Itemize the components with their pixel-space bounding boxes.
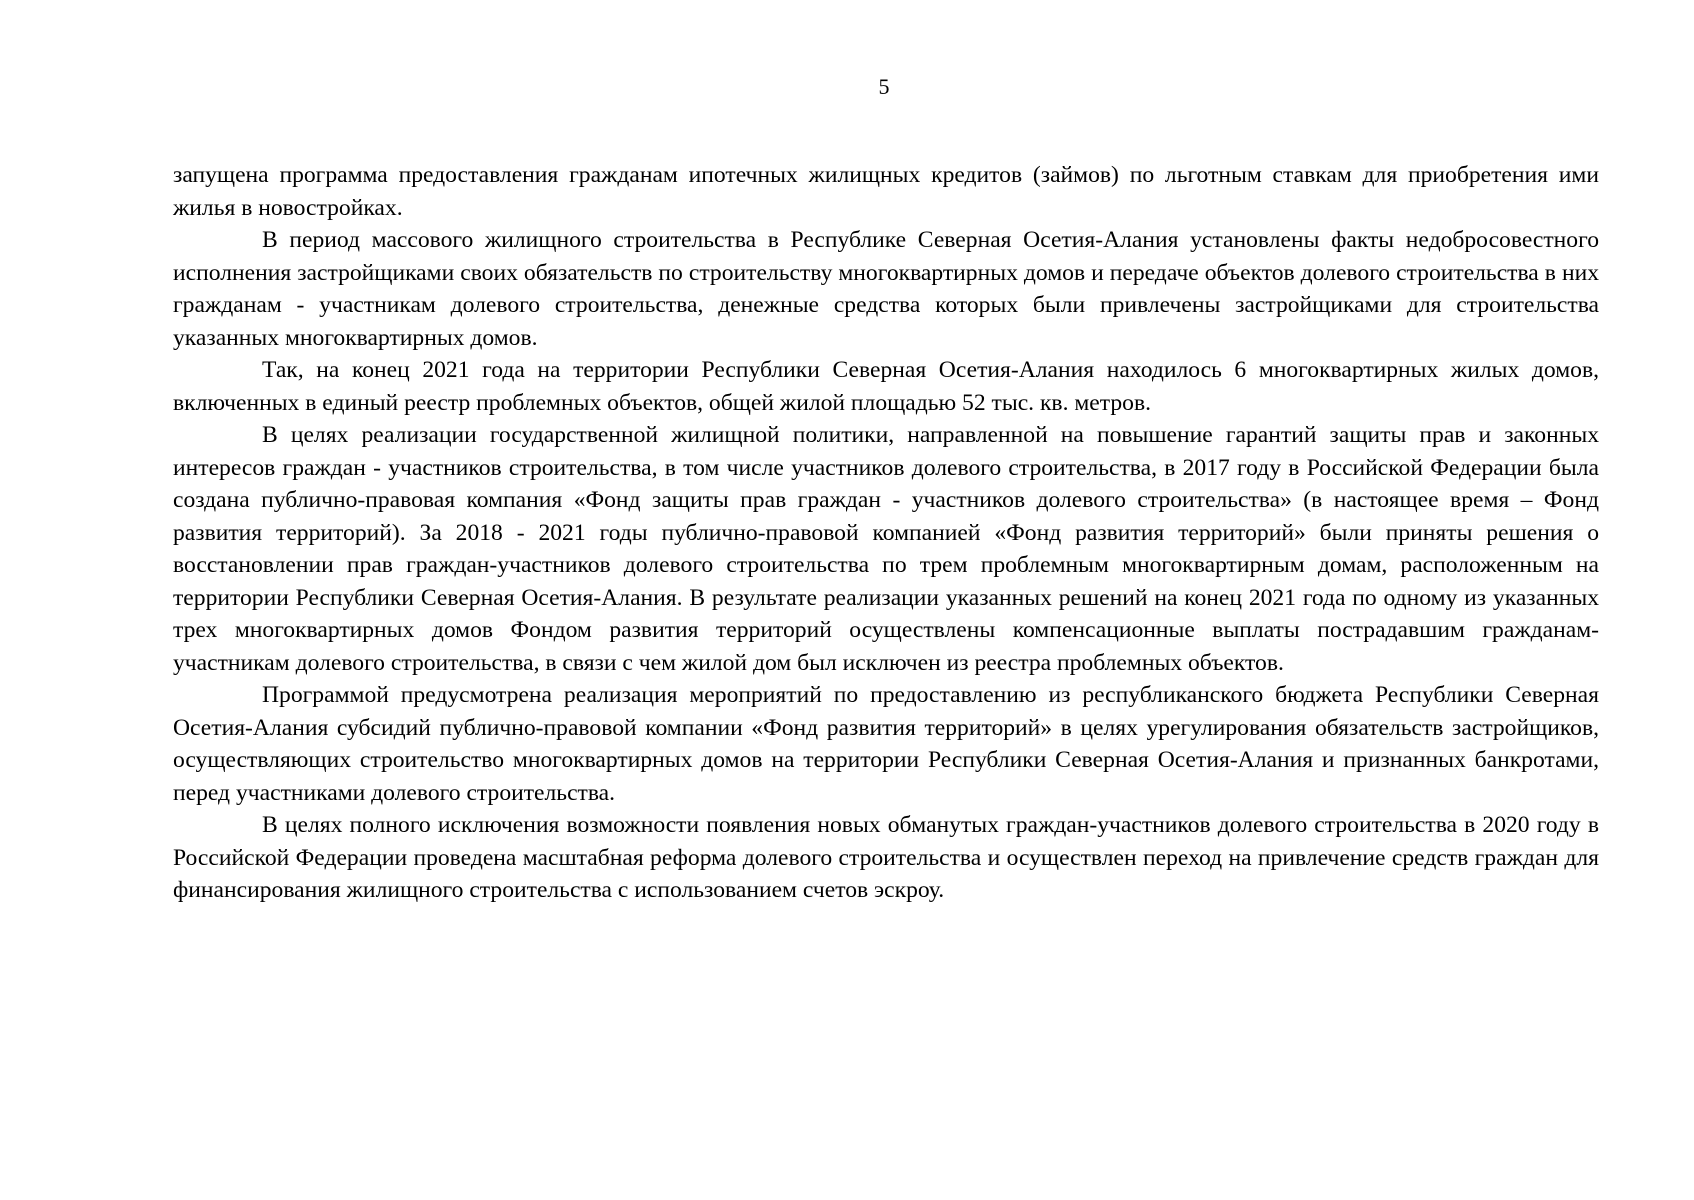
paragraph-problem-objects-2021: Так, на конец 2021 года на территории Республики Северная Осетия-Алания находилось 6 многоквартирных жилых домов, включенных в единый реестр проблемных объектов, общей жилой площадью 52 тыс. кв. метров. <box>173 357 1599 416</box>
paragraph-program-subsidies: Программой предусмотрена реализация мероприятий по предоставлению из республиканского бюджета Республики Северная Осетия-Алания субсидий публично-правовой компании «Фонд развития территорий» в целях урегулирования обязательств застройщиков, осуществляющих строительство многоквартирных домов на территории Республики Северная Осетия-Алания и признанных банкротами, перед участниками долевого строительства. <box>173 682 1599 806</box>
paragraph-continuation: запущена программа предоставления гражданам ипотечных жилищных кредитов (займов) по льготным ставкам для приобретения ими жилья в новостройках. <box>173 162 1599 221</box>
document-body <box>173 159 1599 907</box>
paragraph-fund-territory-development: В целях реализации государственной жилищной политики, направленной на повышение гарантий защиты прав и законных интересов граждан - участников строительства, в том числе участников долевого строительства, в 2017 году в Российской Федерации была создана публично-правовая компания «Фонд защиты прав граждан - участников долевого строительства» (в настоящее время – Фонд развития территорий). За 2018 - 2021 годы публично-правовой компанией «Фонд развития территорий» были приняты решения о восстановлении прав граждан-участников долевого строительства по трем проблемным многоквартирным домам, расположенным на территории Республики Северная Осетия-Алания. В результате реализации указанных решений на конец 2021 года по одному из указанных трех многоквартирных домов Фондом развития территорий осуществлены компенсационные выплаты пострадавшим гражданам-участникам долевого строительства, в связи с чем жилой дом был исключен из реестра проблемных объектов. <box>173 422 1599 676</box>
paragraph-escrow-reform: В целях полного исключения возможности появления новых обманутых граждан-участников долевого строительства в 2020 году в Российской Федерации проведена масштабная реформа долевого строительства и осуществлен переход на привлечение средств граждан для финансирования жилищного строительства с использованием счетов эскроу. <box>173 812 1599 903</box>
page-number: 5 <box>878 74 890 99</box>
paragraph-unfair-developers: В период массового жилищного строительства в Республике Северная Осетия-Алания установлены факты недобросовестного исполнения застройщиками своих обязательств по строительству многоквартирных домов и передаче объектов долевого строительства в них гражданам - участникам долевого строительства, денежные средства которых были привлечены застройщиками для строительства указанных многоквартирных домов. <box>173 227 1599 351</box>
